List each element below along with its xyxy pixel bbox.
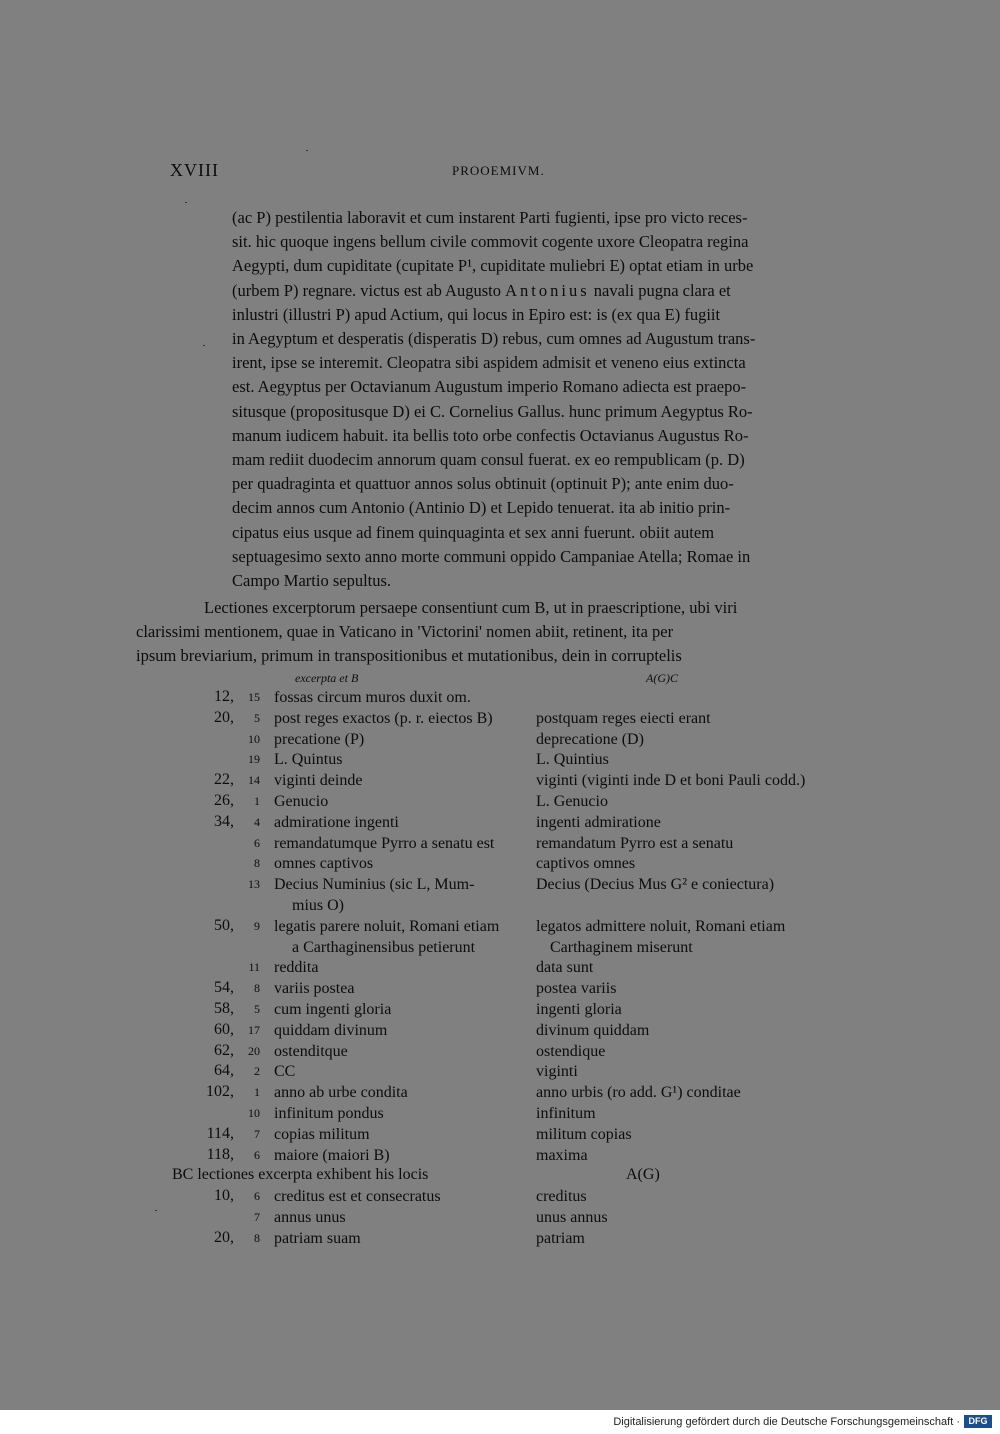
reading-text: captivos omnes (536, 855, 636, 873)
text-segment: navali pugna clara et (589, 280, 731, 300)
table-row (170, 1062, 850, 1083)
codices-reading (536, 1125, 832, 1146)
reference (170, 834, 260, 852)
reading-text: quiddam divinum (274, 1021, 388, 1039)
text-line: Campo Martio sepultus. (232, 571, 392, 591)
excerpta-reading (274, 1021, 526, 1042)
reading-continuation: a Carthaginensibus petierunt (292, 938, 476, 956)
page-number: XVIII (170, 160, 219, 180)
line-ref: 13 (248, 877, 260, 892)
reading-text: data sunt (536, 959, 594, 977)
excerpta-reading (274, 792, 526, 813)
reading-text: legatis parere noluit, Romani etiam (274, 917, 500, 935)
reading-text: unus annus (536, 1209, 608, 1227)
excerpta-reading (274, 875, 526, 917)
table-row (170, 1000, 850, 1021)
codices-reading (536, 1000, 832, 1021)
text-line: per quadraginta et quattuor annos solus obtinuit (optinuit P); ante enim duo- (232, 474, 734, 494)
intro-text: BC lectiones excerpta exhibent his locis (172, 1166, 429, 1184)
reading-text: CC (274, 1063, 296, 1081)
column-head-codices: A(G)C (646, 671, 678, 685)
text-line: irent, ipse se interemit. Cleopatra sibi aspidem admisit et veneno eius extincta (232, 353, 746, 373)
excerpta-reading (274, 1208, 526, 1229)
text-line: (ac P) pestilentia laboravit et cum instarent Parti fugienti, ipse pro victo reces- (232, 208, 748, 227)
table-row (170, 813, 850, 834)
table-row (170, 875, 850, 917)
excerpta-reading (274, 979, 526, 1000)
line-ref: 10 (248, 1105, 260, 1120)
page-ref: 62, (214, 1041, 234, 1059)
reference (170, 1104, 260, 1122)
reading-text: viginti (536, 1063, 578, 1081)
reading-text: L. Quintus (274, 751, 343, 769)
reading-text: ostendique (536, 1042, 606, 1060)
excerpta-reading (274, 917, 526, 959)
excerpta-reading (274, 1042, 526, 1063)
line-ref: 7 (254, 1126, 260, 1141)
reference (170, 1021, 260, 1039)
page-ref: 12, (214, 688, 234, 705)
line-ref: 6 (254, 1147, 260, 1162)
text-line: mam rediit duodecim annorum quam consul fuerat. ex eo rempublicam (p. D) (232, 450, 745, 470)
reading-text: L. Genucio (536, 792, 608, 810)
table-row (170, 1229, 850, 1250)
line-ref: 8 (254, 856, 260, 871)
reading-text: postea variis (536, 980, 617, 998)
page-ref: 20, (214, 1228, 234, 1246)
reading-text: Decius (Decius Mus G² e coniectura) (536, 876, 775, 894)
reference (170, 1229, 260, 1247)
excerpta-reading (274, 1146, 526, 1167)
page-ref: 26, (214, 791, 234, 809)
text-line: decim annos cum Antonio (Antinio D) et Lepido tenuerat. ita ab initio prin- (232, 498, 731, 518)
codices-reading (536, 1146, 832, 1167)
codices-reading (536, 875, 832, 896)
table-row (170, 750, 850, 771)
line-ref: 6 (254, 1189, 260, 1204)
codices-reading (536, 917, 832, 959)
line-ref: 1 (254, 793, 260, 808)
page-ref: 34, (214, 812, 234, 830)
table-row (170, 688, 850, 709)
line-ref: 9 (254, 918, 260, 933)
codices-reading (536, 709, 832, 730)
reading-text: ingenti gloria (536, 1000, 622, 1018)
codices-reading (536, 834, 832, 855)
reference (170, 1125, 260, 1143)
paragraph-2 (136, 596, 828, 669)
line-ref: 17 (248, 1022, 260, 1037)
text-line: est. Aegyptus per Octavianum Augustum imperio Romano adiecta est praepo- (232, 377, 747, 397)
column-head-excerpta: excerpta et B (295, 671, 359, 685)
table-row (170, 958, 850, 979)
page-ref: 10, (214, 1187, 234, 1205)
reference (170, 792, 260, 810)
excerpta-reading (274, 730, 526, 751)
reading-text: annus unus (274, 1209, 346, 1227)
reading-text: Decius Numinius (sic L, Mum- (274, 876, 475, 894)
text-line: in Aegyptum et desperatis (disperatis D) rebus, cum omnes ad Augustum trans- (232, 329, 756, 349)
reference (170, 813, 260, 831)
text-line: septuagesimo sexto anno morte communi oppido Campaniae Atella; Romae in (232, 546, 751, 566)
reading-text: maxima (536, 1146, 588, 1164)
page-ref: 22, (214, 771, 234, 789)
reading-text: postquam reges eiecti erant (536, 709, 711, 727)
excerpta-reading (274, 688, 526, 709)
reference (170, 1000, 260, 1018)
text-line: clarissimi mentionem, quae in Vaticano in 'Victorini' nomen abiit, retinent, ita per (136, 622, 674, 642)
reference (170, 750, 260, 768)
line-ref: 10 (248, 731, 260, 746)
line-ref: 14 (248, 773, 260, 788)
table-row (170, 1042, 850, 1063)
text-segment: (urbem P) regnare. victus est ab Augusto (232, 280, 506, 300)
excerpta-reading (274, 854, 526, 875)
table-row (170, 730, 850, 751)
column-head-codices: A(G) (626, 1166, 660, 1184)
table-row (170, 1187, 850, 1208)
excerpta-reading (274, 813, 526, 834)
table-row (170, 1125, 850, 1146)
text-line: manum iudicem habuit. ita bellis toto orbe confectis Octavianus Augustus Ro- (232, 425, 749, 445)
footer-credit: Digitalisierung gefördert durch die Deutsche Forschungsgemeinschaft · (613, 1416, 960, 1428)
line-ref: 8 (254, 1230, 260, 1245)
excerpta-reading (274, 958, 526, 979)
reading-text: Genucio (274, 792, 329, 810)
line-ref: 4 (254, 814, 260, 829)
reading-text: viginti deinde (274, 772, 363, 790)
line-ref: 19 (248, 752, 260, 767)
page-ref: 102, (206, 1083, 234, 1101)
reading-text: infinitum pondus (274, 1104, 384, 1122)
reference (170, 771, 260, 789)
reading-text: L. Quintius (536, 751, 609, 769)
reading-text: copias militum (274, 1125, 370, 1143)
reading-text: post reges exactos (p. r. eiectos B) (274, 709, 493, 727)
line-ref: 5 (254, 1001, 260, 1016)
paragraph-1 (232, 206, 828, 593)
text-line: inlustri (illustri P) apud Actium, qui locus in Epiro est: is (ex qua E) fugiit (232, 304, 721, 324)
reading-text: divinum quiddam (536, 1021, 650, 1039)
spaced-name: Antonius (505, 280, 590, 300)
reading-text: fossas circum muros duxit om. (274, 689, 471, 706)
text-line: Aegypti, dum cupiditate (cupitate P¹, cupiditate muliebri E) optat etiam in urbe (232, 256, 754, 276)
table-row (170, 771, 850, 792)
reference (170, 979, 260, 997)
excerpta-reading (274, 1083, 526, 1104)
codices-reading (536, 1104, 832, 1125)
text-line: ipsum breviarium, primum in transpositionibus et mutationibus, dein in corruptelis (136, 646, 682, 666)
excerpta-reading (274, 1125, 526, 1146)
excerpta-reading (274, 1104, 526, 1125)
reading-text: maiore (maiori B) (274, 1146, 390, 1164)
text-line: cipatus eius usque ad finem quinquaginta et sex anni fuerunt. obiit autem (232, 522, 715, 542)
codices-reading (536, 1187, 832, 1208)
table-row (170, 1146, 850, 1167)
codices-reading (536, 979, 832, 1000)
reading-text: remandatum Pyrro est a senatu (536, 834, 734, 852)
table-row (170, 1021, 850, 1042)
reading-continuation: Carthaginem miserunt (550, 938, 693, 956)
codices-reading (536, 1062, 832, 1083)
text-line: Lectiones excerptorum persaepe consentiunt cum B, ut in praescriptione, ubi viri (204, 598, 738, 617)
reading-text: legatos admittere noluit, Romani etiam (536, 917, 786, 935)
page-ref: 54, (214, 979, 234, 997)
page-ref: 64, (214, 1062, 234, 1080)
codices-reading (536, 1083, 832, 1104)
table-row (170, 854, 850, 875)
codices-reading (536, 750, 832, 771)
codices-reading (536, 1021, 832, 1042)
reference (170, 730, 260, 748)
codices-reading (536, 792, 832, 813)
reading-text: militum copias (536, 1125, 632, 1143)
section-intro (170, 1166, 850, 1187)
line-ref: 7 (254, 1210, 260, 1225)
reference (170, 958, 260, 976)
codices-reading (536, 854, 832, 875)
text-line: sit. hic quoque ingens bellum civile commovit cogente uxore Cleopatra regina (232, 232, 749, 252)
reading-text: ostenditque (274, 1042, 348, 1060)
codices-reading (536, 1208, 832, 1229)
reading-text: omnes captivos (274, 855, 374, 873)
line-ref: 8 (254, 981, 260, 996)
page-ref: 118, (206, 1145, 234, 1163)
codices-reading (536, 771, 832, 792)
text-line (232, 279, 828, 303)
reference (170, 688, 260, 706)
reading-text: admiratione ingenti (274, 813, 399, 831)
codices-reading (536, 958, 832, 979)
reading-text: viginti (viginti inde D et boni Pauli codd.) (536, 772, 806, 790)
table-row (170, 1083, 850, 1104)
excerpta-reading (274, 1000, 526, 1021)
line-ref: 2 (254, 1064, 260, 1079)
reading-text: precatione (P) (274, 730, 365, 748)
reading-text: ingenti admiratione (536, 813, 661, 831)
excerpta-reading (274, 750, 526, 771)
reading-text: cum ingenti gloria (274, 1000, 392, 1018)
reading-text: anno urbis (ro add. G¹) conditae (536, 1084, 741, 1102)
reference (170, 1083, 260, 1101)
readings-table (170, 688, 850, 1250)
reading-text: anno ab urbe condita (274, 1084, 408, 1102)
page-ref: 114, (206, 1124, 234, 1142)
line-ref: 11 (248, 960, 260, 975)
page-ref: 60, (214, 1020, 234, 1038)
footer-bar (0, 1410, 1000, 1434)
reference (170, 1062, 260, 1080)
reading-continuation: mius O) (292, 896, 344, 914)
running-title: PROOEMIVM. (452, 163, 545, 178)
reading-text: creditus est et consecratus (274, 1188, 441, 1206)
line-ref: 6 (254, 835, 260, 850)
excerpta-reading (274, 771, 526, 792)
reference (170, 709, 260, 727)
table-row (170, 1104, 850, 1125)
line-ref: 15 (248, 690, 260, 704)
reference (170, 875, 260, 893)
reference (170, 917, 260, 935)
page-ref: 58, (214, 999, 234, 1017)
reference (170, 1208, 260, 1226)
excerpta-reading (274, 1187, 526, 1208)
excerpta-reading (274, 1062, 526, 1083)
table-row (170, 792, 850, 813)
reference (170, 1187, 260, 1205)
reading-text: creditus (536, 1188, 587, 1206)
reference (170, 854, 260, 872)
codices-reading (536, 730, 832, 751)
table-row (170, 1208, 850, 1229)
reading-text: variis postea (274, 980, 355, 998)
codices-reading (536, 1042, 832, 1063)
reference (170, 1042, 260, 1060)
reading-text: remandatumque Pyrro a senatu est (274, 834, 495, 852)
codices-reading (536, 813, 832, 834)
line-ref: 1 (254, 1085, 260, 1100)
excerpta-reading (274, 1229, 526, 1250)
excerpta-reading (274, 834, 526, 855)
reading-text: deprecatione (D) (536, 730, 644, 748)
dfg-logo: DFG (964, 1415, 992, 1428)
line-ref: 5 (254, 710, 260, 725)
page-ref: 20, (214, 708, 234, 726)
reading-text: reddita (274, 959, 319, 977)
table-row (170, 979, 850, 1000)
table-row (170, 709, 850, 730)
table-row (170, 834, 850, 855)
page-ref: 50, (214, 916, 234, 934)
reference (170, 1146, 260, 1164)
excerpta-reading (274, 709, 526, 730)
reading-text: patriam suam (274, 1229, 361, 1247)
text-line: situsque (propositusque D) ei C. Cornelius Gallus. hunc primum Aegyptus Ro- (232, 401, 753, 421)
table-row (170, 917, 850, 959)
codices-reading (536, 1229, 832, 1250)
line-ref: 20 (248, 1043, 260, 1058)
reading-text: infinitum (536, 1104, 596, 1122)
reading-text: patriam (536, 1229, 585, 1247)
